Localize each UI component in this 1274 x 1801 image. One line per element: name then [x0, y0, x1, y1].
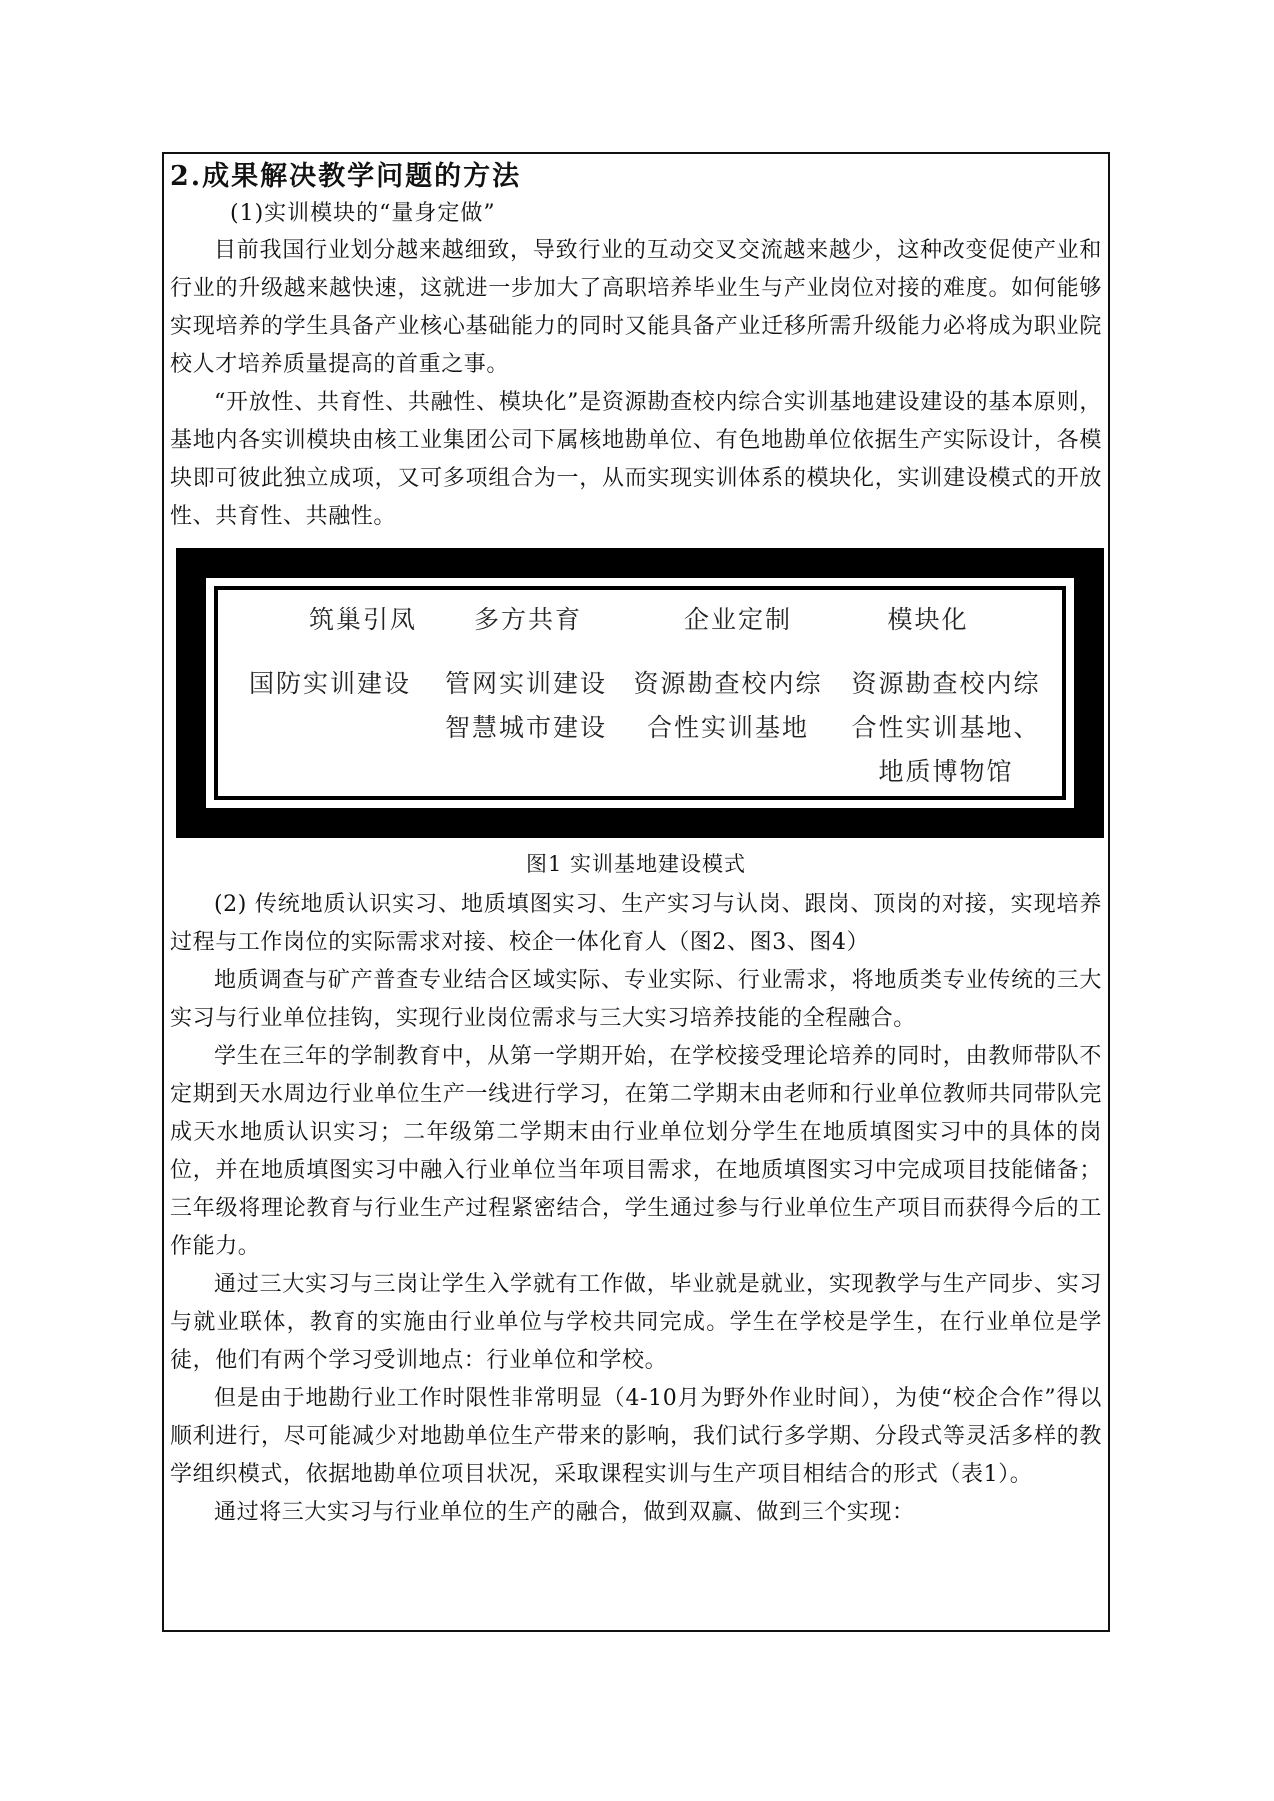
figure-col-2-line-1: 管网实训建设 [444, 669, 607, 698]
figure-col-4-line-1: 资源勘查校内综 [851, 669, 1041, 698]
paragraph-3: (2) 传统地质认识实习、地质填图实习、生产实习与认岗、跟岗、顶岗的对接，实现培养过程与工作岗位的实际需求对接、校企一体化育人（图2、图3、图4） [170, 892, 1102, 955]
figure-col-4-line-3: 地质博物馆 [878, 757, 1014, 786]
figure-1 [176, 548, 1104, 838]
figure-col-3 [618, 662, 838, 750]
figure-col-2-line-2: 智慧城市建设 [444, 713, 607, 742]
paragraph-2: “开放性、共育性、共融性、模块化”是资源勘查校内综合实训基地建设建设的基本原则，基地内各实训模块由核工业集团公司下属核地勘单位、有色地勘单位依据生产实际设计，各模块即可彼此独立成项，又可多项组合为一，从而实现实训体系的模块化，实训建设模式的开放性、共育性、共融性。 [170, 390, 1102, 529]
figure-head-1: 筑巢引凤 [308, 605, 417, 634]
section-top [170, 158, 1102, 536]
figure-col-1 [230, 662, 430, 706]
paragraph-7: 但是由于地勘行业工作时限性非常明显（4-10月为野外作业时间），为使“校企合作”得以顺利进行，尽可能减少对地勘单位生产带来的影响，我们试行多学期、分段式等灵活多样的教学组织模式，依据地勘单位项目状况，采取课程实训与生产项目相结合的形式（表1）。 [170, 1386, 1102, 1487]
figure-col-4-line-2: 合性实训基地、 [851, 713, 1041, 742]
figure-col-3-line-1: 资源勘查校内综 [633, 669, 823, 698]
paragraph-4: 地质调查与矿产普查专业结合区域实际、专业实际、行业需求，将地质类专业传统的三大实习与行业单位挂钩，实现行业岗位需求与三大实习培养技能的全程融合。 [170, 968, 1102, 1031]
section-heading: 2.成果解决教学问题的方法 [170, 161, 522, 192]
figure-content [218, 590, 1062, 796]
subheading-1: (1)实训模块的“量身定做” [230, 201, 496, 226]
figure-caption: 图1 实训基地建设模式 [525, 852, 747, 876]
figure-col-1-line-1: 国防实训建设 [248, 669, 411, 698]
paragraph-5: 学生在三年的学制教育中，从第一学期开始，在学校接受理论培养的同时，由教师带队不定期到天水周边行业单位生产一线进行学习，在第二学期末由老师和行业单位教师共同带队完成天水地质认识实习；二年级第二学期末由行业单位划分学生在地质填图实习中的具体的岗位，并在地质填图实习中融入行业单位当年项目需求，在地质填图实习中完成项目技能储备；三年级将理论教育与行业生产过程紧密结合，学生通过参与行业单位生产项目而获得今后的工作能力。 [170, 1044, 1102, 1259]
figure-head-3: 企业定制 [683, 605, 792, 634]
paragraph-1: 目前我国行业划分越来越细致，导致行业的互动交叉交流越来越少，这种改变促使产业和行业的升级越来越快速，这就进一步加大了高职培养毕业生与产业岗位对接的难度。如何能够实现培养的学生具备产业核心基础能力的同时又能具备产业迁移所需升级能力必将成为职业院校人才培养质量提高的首重之事。 [170, 238, 1102, 377]
paragraph-6: 通过三大实习与三岗让学生入学就有工作做，毕业就是就业，实现教学与生产同步、实习与就业联体，教育的实施由行业单位与学校共同完成。学生在学校是学生，在行业单位是学徒，他们有两个学习受训地点：行业单位和学校。 [170, 1272, 1102, 1373]
figure-head-2: 多方共育 [473, 605, 582, 634]
figure-head-4: 模块化 [887, 605, 969, 634]
paragraph-8: 通过将三大实习与行业单位的生产的融合，做到双赢、做到三个实现： [214, 1500, 915, 1525]
figure-col-3-line-2: 合性实训基地 [646, 713, 809, 742]
section-bottom [170, 886, 1102, 1532]
figure-col-2 [426, 662, 626, 750]
figure-col-4 [836, 662, 1056, 794]
